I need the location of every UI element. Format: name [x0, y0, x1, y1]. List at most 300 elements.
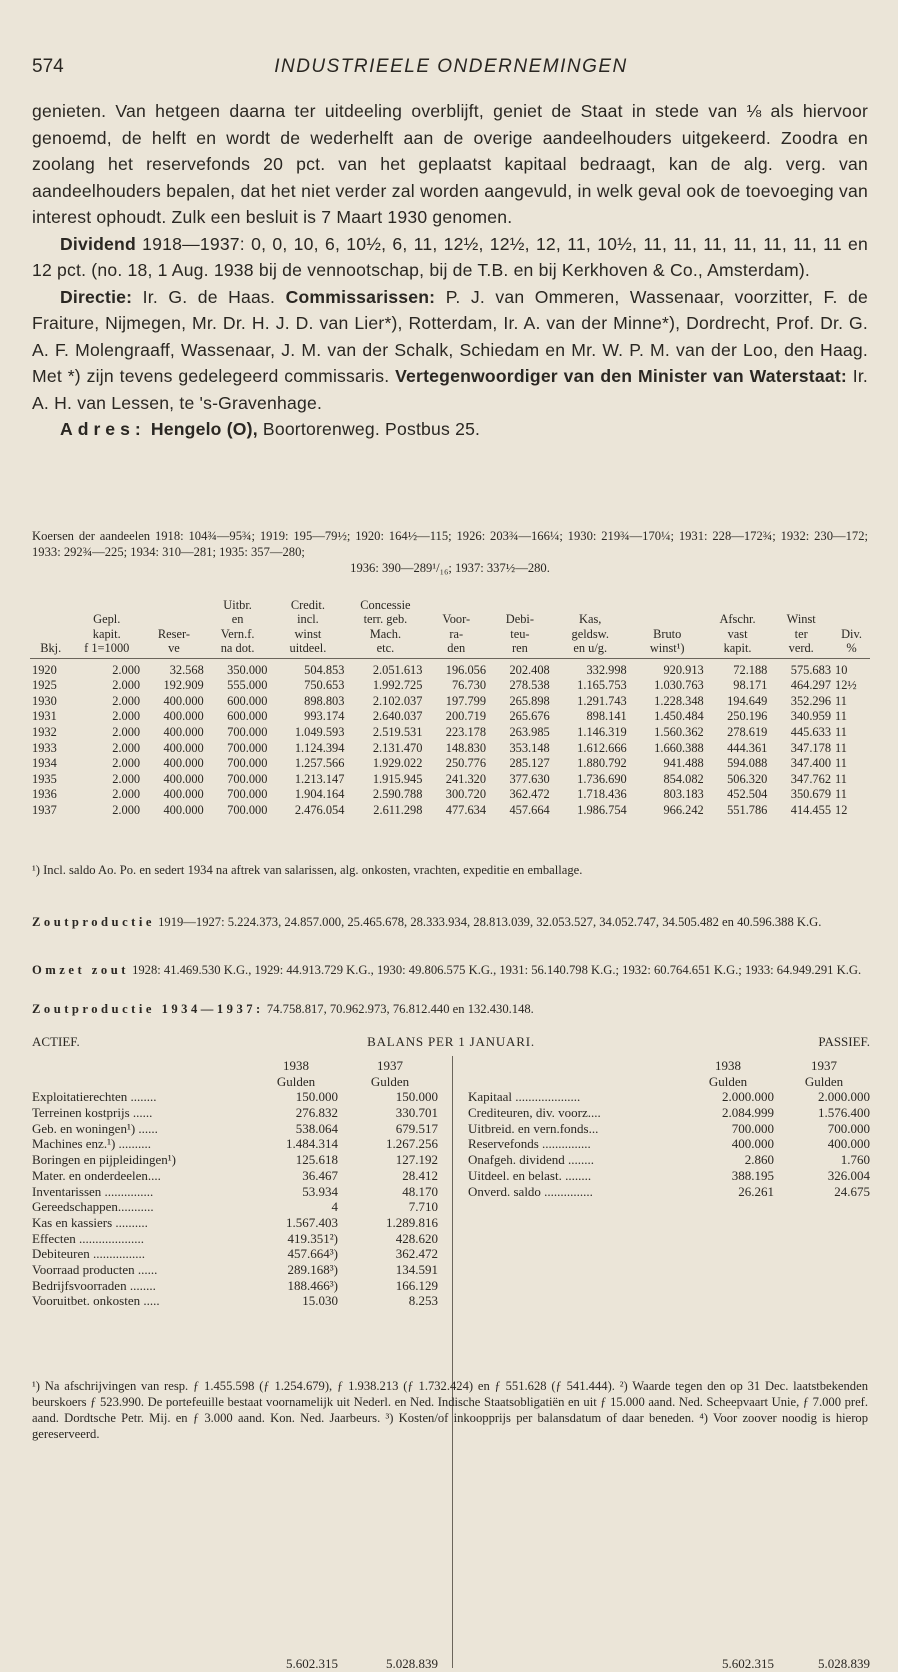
value-cell: 400.000 — [163, 709, 204, 724]
actief-value: 457.664³) — [287, 1246, 338, 1262]
value-cell: 340.959 — [790, 709, 832, 724]
actief-row — [32, 1089, 440, 1105]
value-cell: 347.762 — [790, 771, 832, 786]
omzet-text: 1928: 41.469.530 K.G., 1929: 44.913.729 K.G., 1930: 49.806.575 K.G., 1931: 56.140.798 K.G.; 1932: 60.764.651 K.G.; 1933: 64.949.291 K.G. — [132, 963, 862, 977]
value-cell: 1.291.743 — [577, 693, 627, 708]
header-cell: % — [833, 641, 870, 658]
value-cell: 506.320 — [727, 771, 768, 786]
value-cell: 457.664 — [509, 802, 550, 817]
header-cell: ren — [488, 641, 552, 658]
table-row — [30, 658, 870, 678]
header-cell — [769, 598, 833, 612]
value-cell: 2.000 — [112, 678, 141, 693]
table-body — [30, 658, 870, 818]
value-cell: 1.030.763 — [654, 678, 704, 693]
passief-value: 700.000 — [731, 1120, 774, 1136]
zoutproductie-text: 1919—1927: 5.224.373, 24.857.000, 25.465.678, 28.333.934, 28.813.039, 32.053.527, 34.052.747, 34.505.482 en 40.596.388 K.G. — [158, 915, 822, 929]
actief-value: 1.289.816 — [386, 1214, 438, 1230]
actief-total-row — [32, 1656, 440, 1672]
passief-label: Uitbreid. en vern.fonds... — [468, 1120, 599, 1136]
page-header — [32, 56, 870, 82]
header-cell — [142, 598, 206, 612]
vertegenwoordiger-text: Ir. A. H. van Lessen, te 's-Gravenhage. — [32, 366, 868, 413]
value-cell: 223.178 — [445, 725, 487, 739]
header-cell: winst — [294, 626, 322, 641]
header-cell: winst¹) — [629, 641, 706, 658]
actief-value: 127.192 — [395, 1152, 438, 1168]
actief-value: 330.701 — [395, 1105, 438, 1121]
value-cell: 250.196 — [727, 709, 768, 724]
actief-value: 276.832 — [295, 1105, 338, 1121]
actief-value: 419.351²) — [287, 1230, 338, 1246]
value-cell: 2.000 — [112, 787, 141, 802]
passief-year-row — [468, 1058, 870, 1074]
value-cell: 2.640.037 — [372, 709, 423, 724]
actief-value: 36.467 — [302, 1167, 338, 1183]
value-cell: 452.504 — [727, 787, 768, 802]
value-cell: 2.000 — [112, 725, 141, 739]
company-description — [32, 98, 868, 443]
value-cell: 600.000 — [227, 709, 268, 724]
value-cell: 2.590.788 — [372, 787, 423, 802]
value-cell: 285.127 — [509, 756, 550, 771]
value-cell: 1.560.362 — [654, 725, 704, 739]
financial-history-table — [30, 598, 870, 819]
value-cell: 241.320 — [445, 771, 487, 786]
passief-value: 700.000 — [827, 1120, 870, 1136]
passief-label: Crediteuren, div. voorz.... — [468, 1105, 601, 1121]
actief-value: 15.030 — [302, 1293, 338, 1309]
passief-column — [468, 1058, 870, 1199]
actief-unit-2: Gulden — [370, 1073, 410, 1089]
adres-city: Hengelo (O), — [150, 419, 258, 439]
value-cell: 803.183 — [663, 787, 704, 802]
passief-row — [468, 1121, 870, 1137]
value-cell: 993.174 — [304, 709, 345, 724]
value-cell: 1.880.792 — [577, 756, 627, 771]
value-cell: 594.088 — [727, 756, 768, 771]
dividend-paragraph — [32, 231, 868, 284]
balance-footnotes: ¹) Na afschrijvingen van resp. ƒ 1.455.598 (ƒ 1.254.679), ƒ 1.938.213 (ƒ 1.732.424) en ƒ 551.628 (ƒ 541.444). ²) Waarde tegen den op 31 Dec. laatstbekenden beurskoers ƒ 523.990. De portefeuille bestaat voornamelijk uit Nederl. en Ned. Indische Staatsobligatiën en uit ƒ 15.000 aand. Ned. Scheepvaart Unie, ƒ 7.000 pref. aand. Dordtsche Petr. Mij. en ƒ 3.000 aand. Kon. Ned. Jaarbeurs. ³) Kosten/of inkoopprijs per balansdatum of daar beneden. ⁴) Voor zoover noodig is hierop gereserveerd. — [32, 1379, 868, 1441]
passief-value: 400.000 — [827, 1136, 870, 1152]
value-cell: 2.000 — [112, 693, 141, 708]
value-cell: 332.998 — [586, 662, 627, 677]
actief-value: 679.517 — [395, 1120, 438, 1136]
running-title: INDUSTRIEELE ONDERNEMINGEN — [274, 56, 628, 77]
actief-total-1938: 5.602.315 — [286, 1656, 338, 1671]
year-cell: 1936 — [32, 787, 57, 802]
value-cell: 11 — [835, 740, 847, 755]
value-cell: 2.051.613 — [372, 662, 423, 677]
actief-label: Vooruitbet. onkosten ..... — [32, 1293, 160, 1309]
header-cell: en u/g. — [552, 641, 629, 658]
table-row — [30, 787, 870, 803]
year-cell: 1937 — [32, 802, 57, 817]
passief-label: Uitdeel. en belast. ........ — [468, 1167, 592, 1183]
value-cell: 464.297 — [790, 678, 832, 693]
value-cell: 400.000 — [163, 693, 204, 708]
value-cell: 98.171 — [733, 678, 768, 693]
header-cell — [30, 612, 71, 626]
value-cell: 2.519.531 — [372, 725, 423, 739]
header-cell: incl. — [297, 612, 319, 627]
actief-row — [32, 1262, 440, 1278]
header-cell: Reser- — [157, 626, 190, 641]
header-cell — [142, 612, 206, 626]
value-cell: 555.000 — [227, 678, 268, 693]
value-cell: 202.408 — [509, 662, 550, 677]
value-cell: 11 — [835, 787, 847, 802]
passief-row — [468, 1089, 870, 1105]
value-cell: 250.776 — [445, 756, 487, 771]
header-cell — [71, 598, 142, 612]
actief-column — [32, 1058, 440, 1309]
passief-label: PASSIEF. — [818, 1034, 870, 1049]
value-cell: 1.929.022 — [372, 756, 423, 771]
header-cell: ra- — [449, 626, 464, 641]
year-cell: 1935 — [32, 771, 57, 786]
value-cell: 1.986.754 — [577, 802, 627, 817]
actief-value: 289.168³) — [287, 1261, 338, 1277]
zoutproductie-paragraph — [32, 914, 868, 930]
header-cell — [833, 612, 870, 626]
value-cell: 445.633 — [790, 725, 832, 739]
header-cell: Uitbr. — [223, 598, 252, 612]
header-cell: verd. — [769, 641, 833, 658]
value-cell: 192.909 — [163, 678, 204, 693]
actief-label: Terreinen kostprijs ...... — [32, 1105, 153, 1121]
value-cell: 12½ — [835, 678, 857, 693]
value-cell: 854.082 — [663, 771, 704, 786]
value-cell: 352.296 — [790, 693, 832, 708]
actief-value: 1.267.256 — [386, 1136, 438, 1152]
actief-row — [32, 1136, 440, 1152]
value-cell: 700.000 — [227, 756, 268, 771]
header-cell — [30, 598, 71, 612]
year-cell: 1934 — [32, 756, 57, 771]
year-cell: 1930 — [32, 693, 57, 708]
passief-row — [468, 1168, 870, 1184]
value-cell: 1.612.666 — [577, 740, 627, 755]
header-cell — [629, 612, 706, 626]
value-cell: 1.660.388 — [654, 740, 704, 755]
zoutproductie-label: Zoutproductie — [32, 915, 155, 929]
zoutproductie2-label: Zoutproductie 1934—1937: — [32, 1002, 264, 1016]
value-cell: 278.538 — [509, 678, 550, 693]
actief-row — [32, 1152, 440, 1168]
value-cell: 76.730 — [451, 678, 487, 693]
header-cell — [30, 627, 71, 641]
value-cell: 278.619 — [727, 725, 768, 739]
value-cell: 300.720 — [445, 787, 487, 802]
year-cell: 1920 — [32, 662, 57, 677]
value-cell: 1.915.945 — [372, 771, 423, 786]
value-cell: 941.488 — [663, 756, 704, 771]
value-cell: 2.102.037 — [372, 693, 423, 708]
value-cell: 400.000 — [163, 771, 204, 786]
adres-label: Adres: — [60, 419, 146, 439]
header-cell — [488, 598, 552, 612]
value-cell: 1.146.319 — [577, 725, 627, 739]
value-cell: 414.455 — [790, 802, 832, 817]
table-row — [30, 772, 870, 788]
passief-row — [468, 1136, 870, 1152]
value-cell: 377.630 — [509, 771, 550, 786]
actief-label: Machines enz.¹) .......... — [32, 1136, 152, 1152]
actief-label: Voorraad producten ...... — [32, 1261, 158, 1277]
intro-paragraph: genieten. Van hetgeen daarna ter uitdeeling overblijft, geniet de Staat in stede van ⅛ als hiervoor genoemd, de helft en wordt de wederhelft aan de overige aandeelhouders uitgekeerd. Zoodra en zoolang het reservefonds 20 pct. van het geplaatst kapitaal bedraagt, kan de alg. verg. van aandeelhouders bepalen, dat het niet verder zal worden aangevuld, in welk geval ook de toevoeging van interest ophoudt. Zulk een besluit is 7 Maart 1930 genomen. — [32, 101, 868, 227]
value-cell: 477.634 — [445, 802, 487, 817]
value-cell: 920.913 — [663, 662, 704, 677]
actief-value: 150.000 — [395, 1089, 438, 1105]
actief-year-1937: 1937 — [377, 1058, 403, 1073]
value-cell: 575.683 — [790, 662, 832, 677]
value-cell: 2.611.298 — [373, 802, 423, 817]
actief-value: 125.618 — [295, 1152, 338, 1168]
value-cell: 400.000 — [163, 740, 204, 755]
actief-value: 48.170 — [402, 1183, 438, 1199]
passief-value: 326.004 — [827, 1167, 870, 1183]
actief-label: Kas en kassiers .......... — [32, 1214, 148, 1230]
passief-unit-2: Gulden — [804, 1073, 844, 1089]
zoutproductie2-paragraph — [32, 1001, 868, 1017]
header-cell: Vern.f. — [220, 626, 255, 641]
value-cell: 353.148 — [509, 740, 550, 755]
table-footnote: ¹) Incl. saldo Ao. Po. en sedert 1934 na aftrek van salarissen, alg. onkosten, vrachten, expeditie en emballage. — [32, 863, 583, 877]
actief-value: 53.934 — [302, 1183, 338, 1199]
value-cell: 1.450.484 — [654, 709, 704, 724]
value-cell: 11 — [835, 709, 847, 724]
value-cell: 11 — [835, 693, 847, 708]
header-cell — [424, 598, 488, 612]
header-cell: teu- — [510, 626, 530, 641]
actief-label: ACTIEF. — [32, 1034, 80, 1049]
value-cell: 2.476.054 — [294, 802, 345, 817]
value-cell: 194.649 — [727, 693, 768, 708]
koersen-line: Koersen der aandeelen 1918: 104¾—95¾; 1919: 195—79½; 1920: 164½—115; 1926: 203¾—166¼; 1930: 219¾—170¼; 1931: 228—172¾; 1932: 230—172; 1933: 292¾—225; 1934: 310—281; 1935: 357—280; — [32, 529, 868, 559]
value-cell: 1.124.394 — [294, 740, 345, 755]
passief-row — [468, 1152, 870, 1168]
value-cell: 362.472 — [509, 787, 550, 802]
header-cell — [552, 598, 629, 612]
passief-unit-row — [468, 1074, 870, 1090]
value-cell: 600.000 — [227, 693, 268, 708]
header-cell: Mach. — [369, 626, 402, 641]
header-cell: den — [424, 641, 488, 658]
actief-value: 4 — [331, 1199, 338, 1215]
header-cell: na dot. — [206, 641, 270, 658]
passief-value: 2.860 — [744, 1152, 774, 1168]
header-cell: en — [231, 612, 244, 627]
actief-value: 8.253 — [408, 1293, 438, 1309]
commissarissen-text: P. J. van Ommeren, Wassenaar, voorzitter, F. de Fraiture, Nijmegen, Mr. Dr. H. J. D. van Lier*), Rotterdam, Ir. A. van der Minne*), Dordrecht, Prof. Dr. G. A. F. Molengraaff, Wassenaar, J. M. van der Schalk, Schiedam en Mr. W. P. M. van der Loo, den Haag. Met *) zijn tevens gedelegeerd commissaris. — [32, 286, 868, 386]
table-row — [30, 694, 870, 710]
value-cell: 2.000 — [112, 740, 141, 755]
value-cell: 2.000 — [112, 662, 141, 677]
passief-label: Onverd. saldo ............... — [468, 1183, 593, 1199]
value-cell: 32.568 — [169, 662, 204, 677]
actief-value: 150.000 — [295, 1089, 338, 1105]
value-cell: 1.736.690 — [577, 771, 627, 786]
actief-row — [32, 1278, 440, 1294]
value-cell: 10 — [835, 662, 848, 677]
actief-value: 362.472 — [395, 1246, 438, 1262]
value-cell: 551.786 — [727, 802, 768, 817]
header-cell: geldsw. — [571, 626, 609, 641]
actief-row — [32, 1215, 440, 1231]
header-cell: kapit. — [92, 626, 121, 641]
value-cell: 700.000 — [227, 787, 268, 802]
value-cell: 265.676 — [509, 709, 550, 724]
actief-label: Debiteuren ................ — [32, 1246, 146, 1262]
value-cell: 2.131.470 — [372, 740, 423, 755]
header-cell: Kas, — [579, 612, 602, 627]
adres-text: Boortorenweg. Postbus 25. — [262, 419, 481, 439]
value-cell: 504.853 — [304, 662, 345, 677]
actief-value: 1.567.403 — [286, 1214, 338, 1230]
value-cell: 2.000 — [112, 771, 141, 786]
header-cell: Div. — [841, 626, 862, 641]
value-cell: 72.188 — [733, 662, 768, 677]
value-cell: 898.803 — [304, 693, 345, 708]
actief-label: Bedrijfsvoorraden ........ — [32, 1277, 156, 1293]
value-cell: 700.000 — [227, 740, 268, 755]
value-cell: 148.830 — [445, 740, 487, 755]
passief-value: 24.675 — [834, 1183, 870, 1199]
year-cell: 1925 — [32, 678, 57, 693]
omzet-paragraph — [32, 962, 868, 978]
koersen-block — [32, 528, 868, 576]
value-cell: 12 — [835, 802, 848, 817]
header-cell: f 1=1000 — [71, 641, 142, 658]
value-cell: 11 — [835, 725, 847, 739]
value-cell: 196.056 — [445, 662, 487, 677]
value-cell: 350.000 — [227, 662, 268, 677]
header-cell: Credit. — [290, 598, 325, 612]
header-cell: Winst — [786, 612, 816, 627]
actief-row — [32, 1184, 440, 1200]
header-cell — [629, 598, 706, 612]
passief-unit-1: Gulden — [708, 1073, 748, 1089]
value-cell: 350.679 — [790, 787, 832, 802]
table-row — [30, 803, 870, 819]
actief-label: Boringen en pijpleidingen¹) — [32, 1152, 176, 1168]
passief-value: 1.576.400 — [818, 1105, 870, 1121]
actief-year-1938: 1938 — [283, 1058, 309, 1073]
actief-row — [32, 1199, 440, 1215]
value-cell: 265.898 — [509, 693, 550, 708]
passief-label: Kapitaal .................... — [468, 1089, 581, 1105]
value-cell: 400.000 — [163, 787, 204, 802]
passief-label: Onafgeh. dividend ........ — [468, 1152, 595, 1168]
actief-unit-row — [32, 1074, 440, 1090]
value-cell: 347.178 — [790, 740, 832, 755]
passief-total-1938: 5.602.315 — [722, 1656, 774, 1671]
value-cell: 1.718.436 — [577, 787, 627, 802]
value-cell: 1.904.164 — [294, 787, 345, 802]
value-cell: 400.000 — [163, 725, 204, 739]
value-cell: 400.000 — [163, 756, 204, 771]
actief-year-row — [32, 1058, 440, 1074]
dividend-label: Dividend — [60, 233, 136, 254]
passief-row — [468, 1105, 870, 1121]
passief-year-1938: 1938 — [715, 1058, 741, 1073]
header-cell: Debi- — [505, 612, 534, 627]
balance-divider — [452, 1056, 453, 1668]
header-cell: kapit. — [706, 641, 770, 658]
vertegenwoordiger-label: Vertegenwoordiger van den Minister van Waterstaat: — [395, 366, 847, 386]
value-cell: 263.985 — [509, 725, 550, 739]
actief-value: 166.129 — [395, 1277, 438, 1293]
header-cell: Bkj. — [30, 641, 71, 658]
actief-row — [32, 1293, 440, 1309]
page-number: 574 — [32, 56, 64, 77]
actief-label: Inventarissen ............... — [32, 1183, 154, 1199]
passief-total-1937: 5.028.839 — [818, 1656, 870, 1671]
year-cell: 1931 — [32, 709, 57, 724]
actief-row — [32, 1121, 440, 1137]
passief-value: 2.000.000 — [818, 1089, 870, 1105]
actief-value: 28.412 — [402, 1167, 438, 1183]
value-cell: 700.000 — [227, 771, 268, 786]
actief-row — [32, 1246, 440, 1262]
value-cell: 2.000 — [112, 802, 141, 817]
actief-row — [32, 1105, 440, 1121]
omzet-label: Omzet zout — [32, 963, 129, 977]
actief-value: 7.710 — [408, 1199, 438, 1215]
header-cell: ve — [142, 641, 206, 658]
actief-total-1937: 5.028.839 — [386, 1656, 438, 1671]
actief-label: Geb. en woningen¹) ...... — [32, 1120, 158, 1136]
value-cell: 700.000 — [227, 802, 268, 817]
commissarissen-label: Commissarissen: — [285, 286, 436, 307]
value-cell: 200.719 — [445, 709, 487, 724]
actief-unit-1: Gulden — [276, 1073, 316, 1089]
table-header — [30, 598, 870, 658]
value-cell: 2.000 — [112, 756, 141, 771]
value-cell: 2.000 — [112, 709, 141, 724]
passief-value: 26.261 — [738, 1183, 774, 1199]
year-cell: 1932 — [32, 725, 57, 739]
passief-total-row — [468, 1656, 870, 1672]
header-cell: ter — [794, 626, 808, 641]
adres-paragraph — [32, 416, 868, 443]
value-cell: 197.799 — [445, 693, 487, 708]
header-cell: vast — [727, 626, 748, 641]
actief-row — [32, 1168, 440, 1184]
table-row — [30, 725, 870, 741]
value-cell: 1.213.147 — [294, 771, 345, 786]
value-cell: 347.400 — [790, 756, 832, 771]
actief-label: Gereedschappen........... — [32, 1199, 154, 1215]
header-cell: Concessie — [360, 598, 411, 612]
table-row — [30, 756, 870, 772]
table-row — [30, 709, 870, 725]
value-cell: 898.141 — [586, 709, 627, 724]
passief-row — [468, 1184, 870, 1200]
passief-value: 388.195 — [731, 1167, 774, 1183]
header-cell: Afschr. — [719, 612, 756, 627]
value-cell: 11 — [835, 756, 847, 771]
value-cell: 1.165.753 — [577, 678, 627, 693]
actief-label: Mater. en onderdeelen.... — [32, 1167, 161, 1183]
header-cell: terr. geb. — [363, 612, 408, 627]
actief-value: 428.620 — [395, 1230, 438, 1246]
header-cell: uitdeel. — [269, 641, 346, 658]
actief-value: 134.591 — [395, 1261, 438, 1277]
koersen-last-line: 1936: 390—289¹/₁₆; 1937: 337½—280. — [350, 561, 550, 575]
directie-text: Ir. G. de Haas. — [142, 286, 276, 307]
